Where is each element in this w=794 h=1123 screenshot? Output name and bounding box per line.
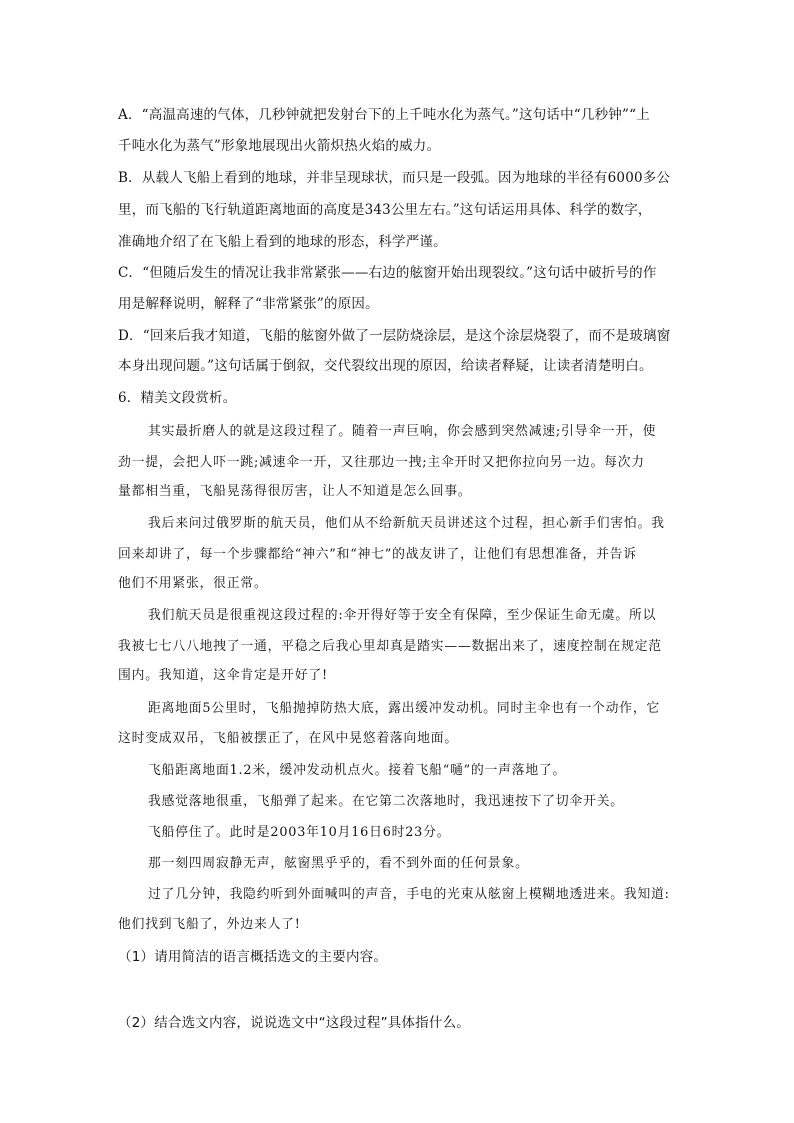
question-6-heading: 6．精美文段赏析。 — [118, 390, 237, 406]
passage-line: 劲一提，会把人吓一跳;减速伞一开，又往那边一拽;主伞开时又把你拉向另一边。每次力 — [118, 455, 645, 470]
option-b-line-2: 里，而飞船的飞行轨道距离地面的高度是343公里左右。”这句话运用具体、科学的数字， — [118, 202, 652, 218]
passage-line: 回来却讲了，每一个步骤都给“神六”和“神七”的战友讲了，让他们有思想准备，并告诉 — [118, 547, 637, 562]
passage-line: 他们找到飞船了，外边来人了! — [118, 917, 301, 932]
passage-line: 量都相当重，飞船晃荡得很厉害，让人不知道是怎么回事。 — [118, 484, 472, 499]
passage-line: 飞船距离地面1.2米，缓冲发动机点火。接着飞船“嗵”的一声落地了。 — [148, 763, 567, 778]
sub-question-2: （2）结合选文内容，说说选文中“这段过程”具体指什么。 — [118, 1015, 470, 1031]
passage-line: 我们航天员是很重视这段过程的:伞开得好等于安全有保障，至少保证生命无虞。所以 — [148, 608, 657, 623]
passage-line: 他们不用紧张，很正常。 — [118, 576, 268, 591]
option-a-line-1: A．“高温高速的气体，几秒钟就把发射台下的上千吨水化为蒸气。”这句话中“几秒钟”“上 — [118, 107, 650, 123]
option-a-line-2: 千吨水化为蒸气”形象地展现出火箭炽热火焰的威力。 — [118, 138, 441, 154]
option-b-line-1: B．从载人飞船上看到的地球，并非呈现球状，而只是一段弧。因为地球的半径有6000多公 — [118, 170, 671, 186]
passage-line: 围内。我知道，这伞肯定是开好了! — [118, 668, 328, 683]
passage-line: 我感觉落地很重，飞船弹了起来。在它第二次落地时，我迅速按下了切伞开关。 — [148, 794, 624, 809]
sub-question-1: （1）请用简洁的语言概括选文的主要内容。 — [118, 949, 388, 965]
option-c-line-1: C．“但随后发生的情况让我非常紧张——右边的舷窗开始出现裂纹。”这句话中破折号的作 — [118, 265, 657, 281]
passage-line: 那一刻四周寂静无声，舷窗黑乎乎的，看不到外面的任何景象。 — [148, 856, 529, 871]
passage-line: 飞船停住了。此时是2003年10月16日6时23分。 — [148, 825, 451, 840]
option-c-line-2: 用是解释说明，解释了“非常紧张”的原因。 — [118, 296, 379, 312]
passage-line: 过了几分钟，我隐约听到外面喊叫的声音，手电的光束从舷窗上模糊地透进来。我知道: — [148, 887, 670, 902]
passage-line: 我后来问过俄罗斯的航天员，他们从不给新航天员讲述这个过程，担心新手们害怕。我 — [148, 516, 665, 531]
passage-line: 这时变成双吊，飞船被摆正了，在风中晃悠着落向地面。 — [118, 731, 458, 746]
passage-line: 距离地面5公里时，飞船抛掉防热大底，露出缓冲发动机。同时主伞也有一个动作，它 — [148, 701, 661, 716]
option-d-line-2: 本身出现问题。”这句话属于倒叙，交代裂纹出现的原因，给读者释疑，让读者清楚明白。 — [118, 358, 653, 374]
passage-line: 我被七七八八地拽了一通，平稳之后我心里却真是踏实——数据出来了，速度控制在规定范 — [118, 639, 662, 654]
passage-line: 其实最折磨人的就是这段过程了。随着一声巨响，你会感到突然减速;引导伞一开，使 — [148, 424, 657, 439]
option-d-line-1: D．“回来后我才知道，飞船的舷窗外做了一层防烧涂层，是这个涂层烧裂了，而不是玻璃窗 — [118, 328, 671, 344]
option-b-line-3: 准确地介绍了在飞船上看到的地球的形态，科学严谨。 — [118, 234, 447, 250]
